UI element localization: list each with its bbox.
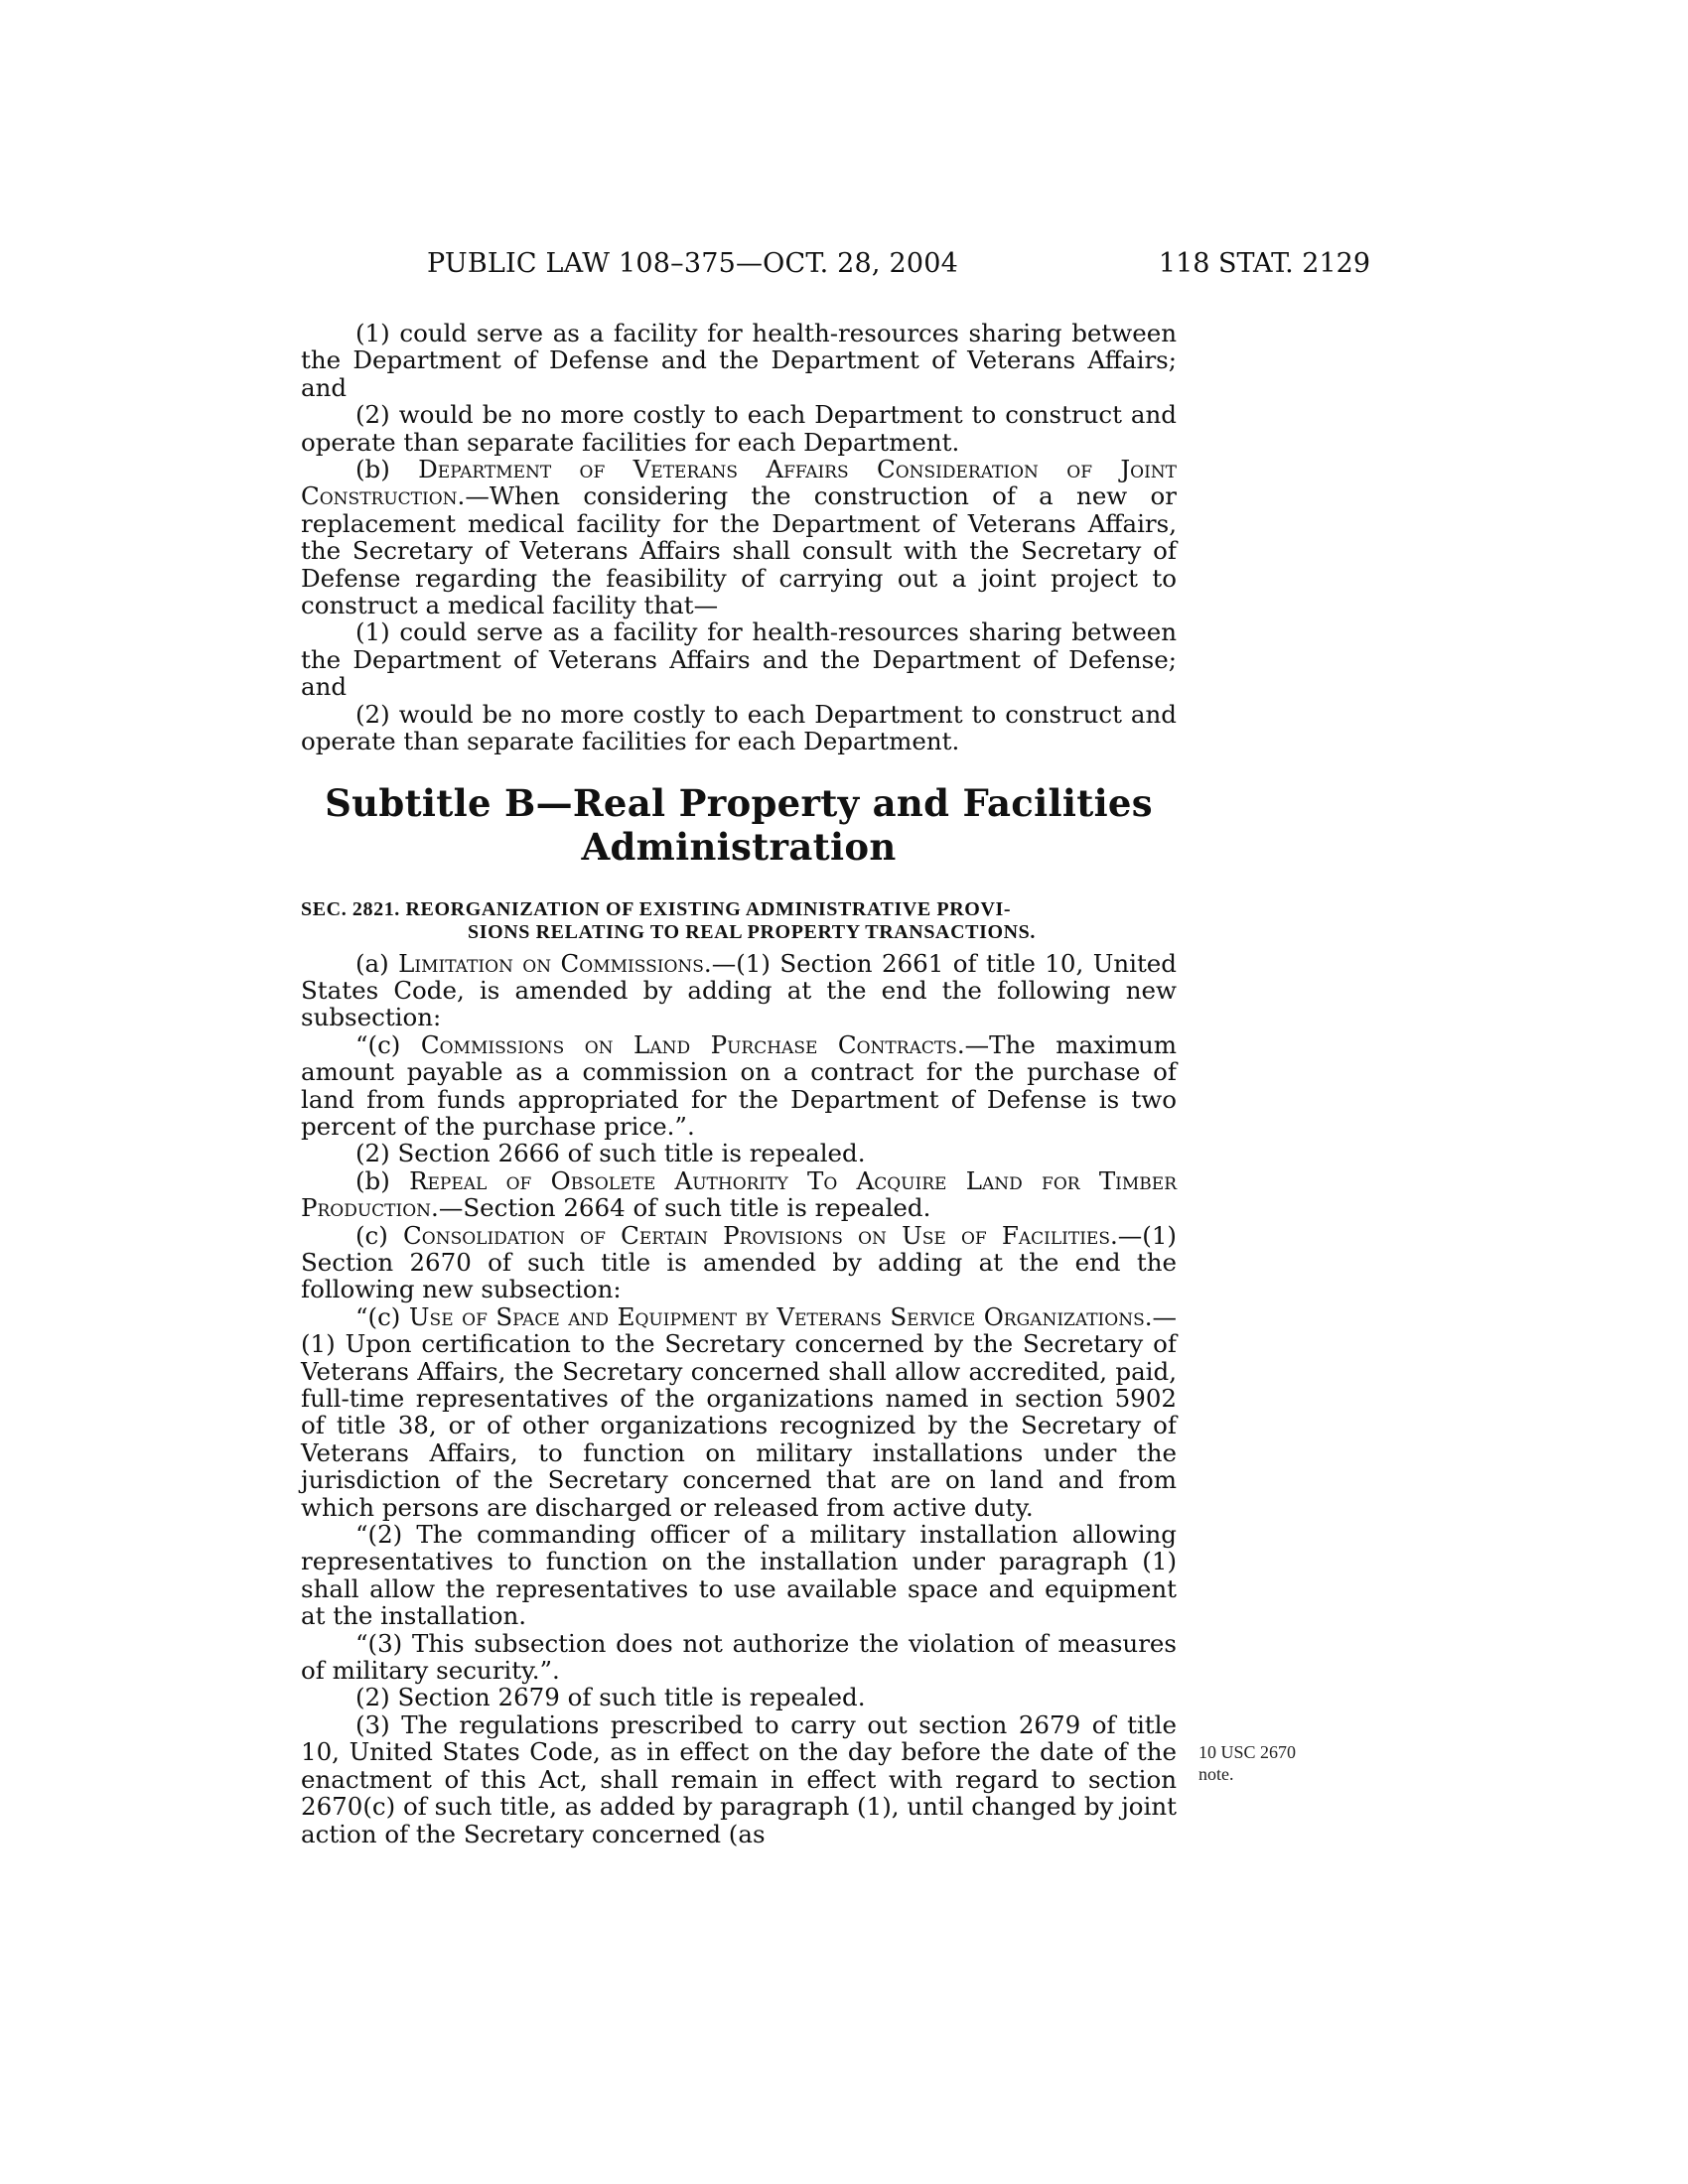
paragraph-item: (1) could serve as a facility for health-resources sharing between the Department of Defense and the Department of Veterans Affairs; and (301, 319, 1177, 402)
paragraph-item: (2) Section 2666 of such title is repealed. (355, 1139, 866, 1168)
quoted-subsection-c-veterans (301, 1303, 1177, 1521)
paragraph-item: (2) would be no more costly to each Department to construct and operate than separate facilities for each Department. (301, 400, 1177, 457)
margin-note (1198, 1741, 1328, 1785)
paragraph-b-repeal (301, 1167, 1177, 1222)
paragraph-text: —(1) Section 2661 of title 10, United States Code, is amended by adding at the end the following new subsection: (301, 948, 1177, 1032)
paragraph-label: (b) (355, 455, 419, 484)
paragraph-item: “(2) The commanding officer of a military installation allowing representatives to function on the installation under paragraph (1) shall allow the representatives to use available space and equipment at the installation. (301, 1520, 1177, 1631)
paragraph-label: (a) (355, 948, 399, 978)
paragraph-heading: Repeal of Obsolete Authority To Acquire Land for Timber Production. (301, 1165, 1177, 1223)
section-heading-line: SIONS RELATING TO REAL PROPERTY TRANSACTIONS. (468, 920, 1036, 943)
statute-citation: 118 STAT. 2129 (1158, 248, 1370, 279)
section-heading-line: SEC. 2821. REORGANIZATION OF EXISTING ADMINISTRATIVE PROVI- (301, 897, 1012, 920)
running-head: PUBLIC LAW 108–375—OCT. 28, 2004 (427, 248, 958, 279)
paragraph-heading: Use of Space and Equipment by Veterans Service Organizations. (408, 1301, 1153, 1331)
page-header (298, 248, 1370, 288)
paragraph-item: (2) would be no more costly to each Department to construct and operate than separate facilities for each Department. (301, 699, 1177, 756)
paragraph-text: —(1) Upon certification to the Secretary concerned by the Secretary of Veterans Affairs, the Secretary concerned shall allow accredited, paid, full-time representatives of the organizations named in section 5902 of title 38, or of other organizations recognized by the Secretary of Veterans Affairs, to function on military installations under the jurisdiction of the Secretary concerned that are on land and from which persons are discharged or released from active duty. (301, 1301, 1177, 1522)
quoted-subsection-c (301, 1031, 1177, 1141)
margin-note-line: note. (1198, 1764, 1234, 1784)
paragraph-item: (2) Section 2679 of such title is repealed. (355, 1683, 866, 1712)
paragraph-label: (b) (355, 1165, 410, 1195)
paragraph-heading: Commissions on Land Purchase Contracts. (420, 1029, 965, 1059)
paragraph-heading: Limitation on Commissions. (398, 948, 712, 978)
paragraph-item: (1) could serve as a facility for health-resources sharing between the Department of Veterans Affairs and the Department of Defense; and (301, 617, 1177, 702)
paragraph-heading: Consolidation of Certain Provisions on Use of Facilities. (403, 1220, 1118, 1250)
subtitle-line: Subtitle B—Real Property and Facilities (325, 780, 1153, 825)
paragraph-label: “(c) (355, 1029, 421, 1059)
paragraph-label: “(c) (355, 1301, 409, 1331)
paragraph-item: (3) The regulations prescribed to carry out section 2679 of title 10, United States Code, as in effect on the day before the date of the enactment of this Act, shall remain in effect with regard to section 2670(c) of such title, as added by paragraph (1), until changed by joint action of the Secretary concerned (as (301, 1709, 1177, 1848)
paragraph-a (301, 950, 1177, 1031)
paragraph-b (301, 456, 1177, 618)
paragraph-item: “(3) This subsection does not authorize the violation of measures of military security.”. (301, 1628, 1177, 1686)
subtitle-line: Administration (581, 824, 897, 869)
body-text-column (301, 320, 1177, 1847)
section-heading (301, 898, 1177, 944)
margin-note-line: 10 USC 2670 (1198, 1742, 1297, 1762)
paragraph-label: (c) (355, 1220, 404, 1250)
paragraph-text: —When considering the construction of a new or replacement medical facility for the Department of Veterans Affairs, the Secretary of Veterans Affairs shall consult with the Secretary of Defense regarding the feasibility of carrying out a joint project to construct a medical facility that— (301, 481, 1177, 620)
paragraph-text: —(1) Section 2670 of such title is amended by adding at the end the following new subsection: (301, 1220, 1177, 1304)
paragraph-text: —The maximum amount payable as a commission on a contract for the purchase of land from funds appropriated for the Department of Defense is two percent of the purchase price.”. (301, 1029, 1177, 1141)
paragraph-c (301, 1222, 1177, 1303)
subtitle-heading (301, 781, 1177, 869)
paragraph-heading: Department of Veterans Affairs Consideration of Joint Construction. (301, 455, 1178, 511)
paragraph-text: —Section 2664 of such title is repealed. (438, 1193, 931, 1223)
